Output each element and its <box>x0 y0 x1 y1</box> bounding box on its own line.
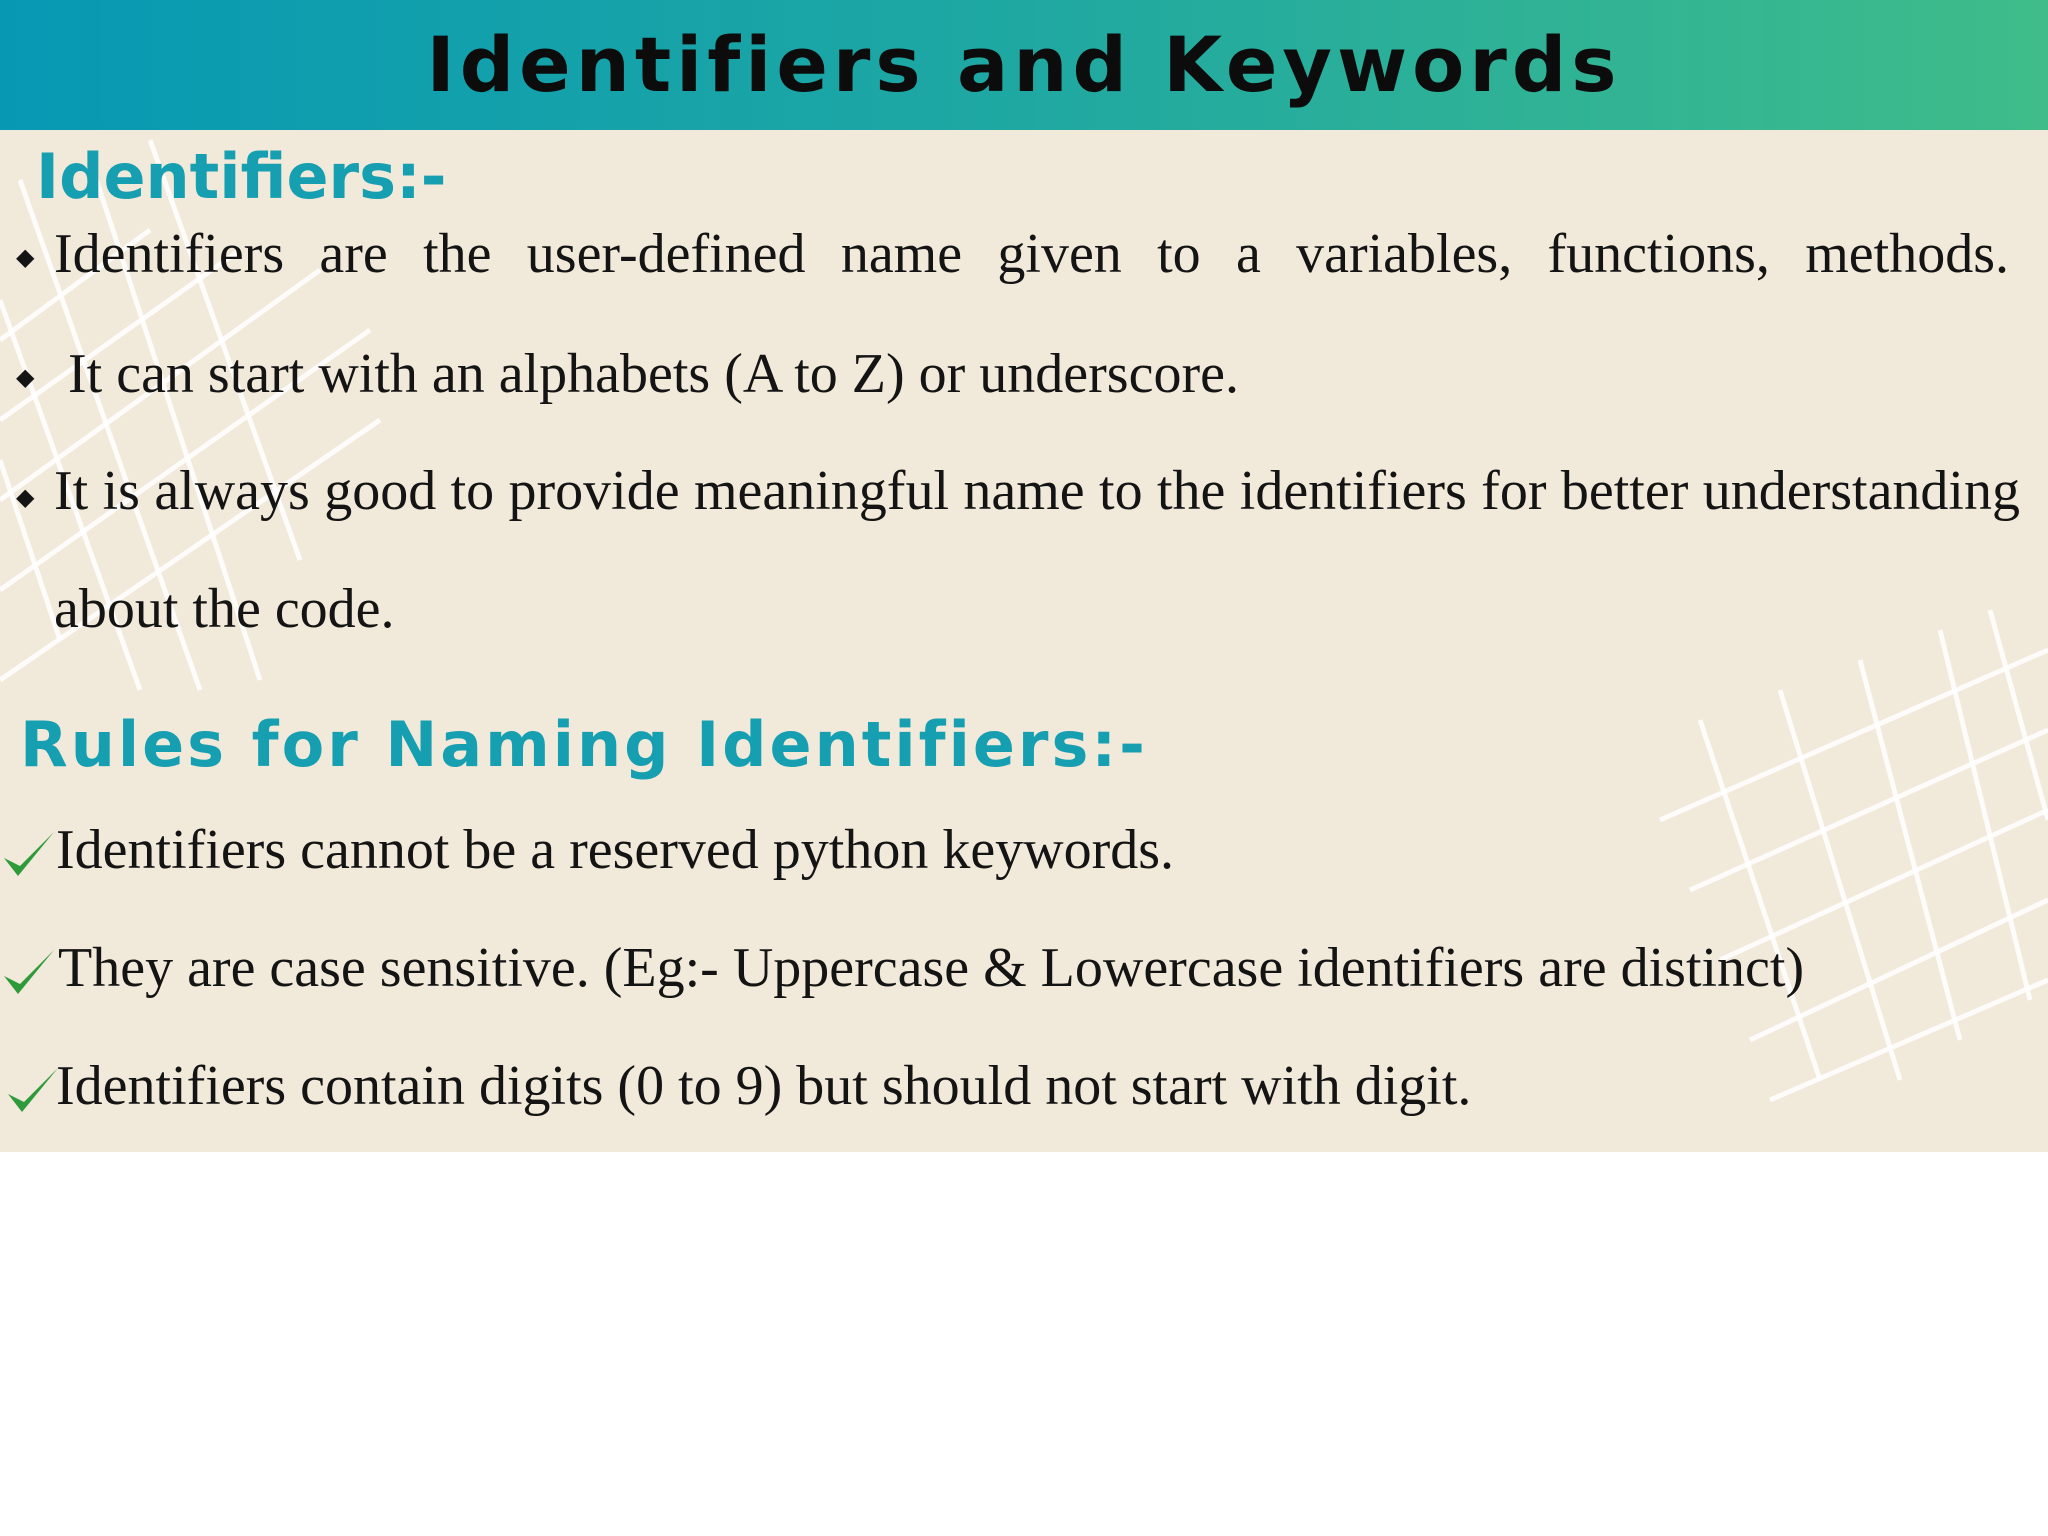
rules-heading: Rules for Naming Identifiers:- <box>20 708 1148 781</box>
diamond-bullet-icon: ◆ <box>16 243 35 271</box>
slide-title: Identifiers and Keywords <box>426 20 1622 109</box>
identifiers-heading: Identifiers:- <box>36 140 447 213</box>
checkmark-icon <box>0 826 56 882</box>
rules-item-2: They are case sensitive. (Eg:- Uppercase & Lowercase identifiers are distinct) <box>58 937 1805 999</box>
title-bar <box>0 0 2048 130</box>
diamond-bullet-icon: ◆ <box>16 483 35 511</box>
rules-item-1: Identifiers cannot be a reserved python keywords. <box>56 819 1175 881</box>
identifiers-bullet-3: It is always good to provide meaningful name to the identifiers for better understanding about the code. <box>54 460 2020 640</box>
checkmark-icon <box>0 944 56 1000</box>
rules-item-3: Identifiers contain digits (0 to 9) but should not start with digit. <box>56 1055 1472 1117</box>
identifiers-bullet-1: Identifiers are the user-defined name given to a variables, functions, methods. <box>54 223 2009 285</box>
checkmark-icon <box>4 1062 60 1118</box>
diamond-bullet-icon: ◆ <box>16 363 35 391</box>
identifiers-bullet-2: It can start with an alphabets (A to Z) or underscore. <box>54 343 1239 405</box>
